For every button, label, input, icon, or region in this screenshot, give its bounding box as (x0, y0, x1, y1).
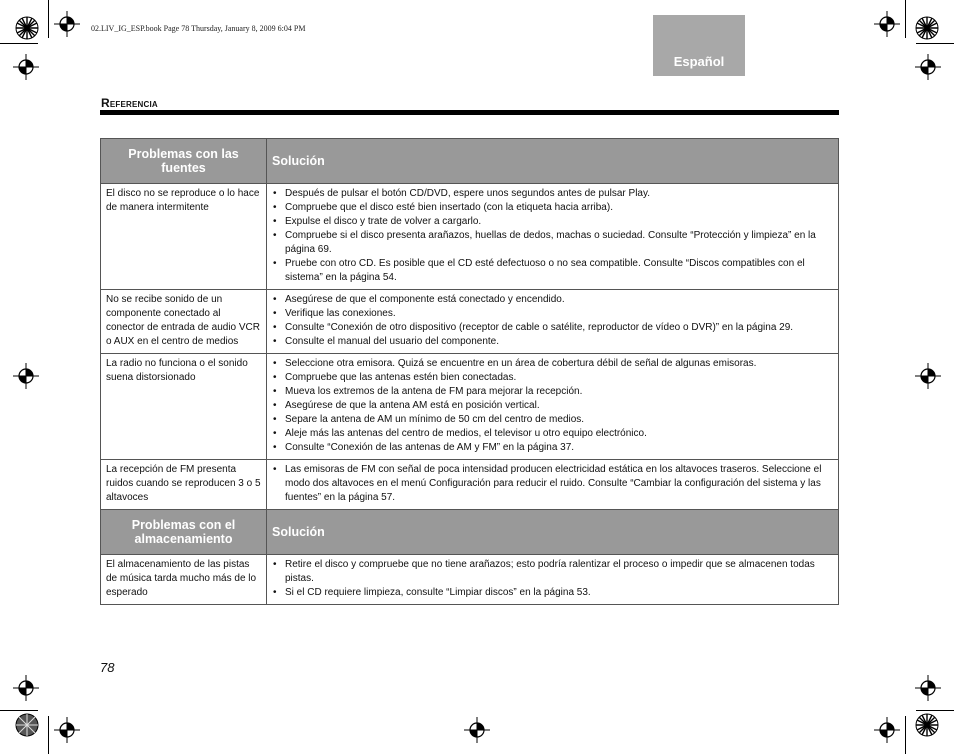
solution-cell (267, 354, 839, 460)
section-heading: Referencia (101, 96, 158, 110)
registration-mark-icon (54, 11, 80, 37)
registration-mark-icon (915, 54, 941, 80)
solution-cell (267, 184, 839, 290)
crop-line (916, 43, 954, 44)
color-bar-star-icon (915, 713, 939, 737)
crop-line (48, 0, 49, 38)
crop-line (0, 43, 38, 44)
solution-item: • Consulte “Conexión de otro dispositivo (receptor de cable o satélite, reproductor de vídeo o DVR)” en la página 29. (272, 321, 833, 335)
problem-cell: La recepción de FM presenta ruidos cuando se reproducen 3 o 5 altavoces (101, 460, 267, 510)
solution-item: • Aleje más las antenas del centro de medios, el televisor u otro equipo electrónico. (272, 427, 833, 441)
registration-mark-icon (464, 717, 490, 743)
crop-line (905, 716, 906, 754)
crop-line (905, 0, 906, 38)
table-header-row (101, 139, 839, 184)
solution-item: • Seleccione otra emisora. Quizá se encuentre en un área de cobertura débil de señal de algunas emisoras. (272, 357, 833, 371)
solution-item: • Retire el disco y compruebe que no tiene arañazos; esto podría ralentizar el proceso o impedir que se almacenen todas pistas. (272, 558, 833, 586)
problem-column-header: Problemas con el almacenamiento (101, 510, 267, 555)
solution-column-header: Solución (267, 139, 839, 184)
registration-mark-icon (874, 11, 900, 37)
solution-list (272, 357, 833, 455)
solution-list (272, 293, 833, 349)
solution-cell (267, 555, 839, 605)
solution-item: • Pruebe con otro CD. Es posible que el CD esté defectuoso o no sea compatible. Consulte “Discos compatibles con el sistema” en la página 54. (272, 257, 833, 285)
heading-rule (100, 110, 839, 115)
crop-line (48, 716, 49, 754)
problem-cell: La radio no funciona o el sonido suena distorsionado (101, 354, 267, 460)
solution-item: • Compruebe que las antenas estén bien conectadas. (272, 371, 833, 385)
table-row (101, 184, 839, 290)
registration-mark-icon (54, 717, 80, 743)
solution-list (272, 558, 833, 600)
registration-mark-icon (13, 363, 39, 389)
solution-item: • Consulte el manual del usuario del componente. (272, 335, 833, 349)
color-bar-star-icon (915, 16, 939, 40)
table-header-row (101, 510, 839, 555)
table-row (101, 354, 839, 460)
crop-line (916, 710, 954, 711)
solution-list (272, 187, 833, 285)
registration-mark-icon (13, 54, 39, 80)
solution-item: • Asegúrese de que el componente está conectado y encendido. (272, 293, 833, 307)
page-number: 78 (100, 660, 115, 675)
registration-mark-icon (13, 675, 39, 701)
color-bar-star-icon (15, 16, 39, 40)
crop-line (0, 710, 38, 711)
print-header: 02.LIV_IG_ESP.book Page 78 Thursday, January 8, 2009 6:04 PM (91, 24, 306, 33)
troubleshooting-table (100, 138, 839, 605)
color-bar-star-icon (15, 713, 39, 737)
problem-column-header: Problemas con las fuentes (101, 139, 267, 184)
table-row (101, 460, 839, 510)
solution-item: • Verifique las conexiones. (272, 307, 833, 321)
language-tab (653, 15, 745, 76)
solution-item: • Mueva los extremos de la antena de FM para mejorar la recepción. (272, 385, 833, 399)
language-tab-label: Español (673, 54, 725, 69)
solution-item: • Si el CD requiere limpieza, consulte “Limpiar discos” en la página 53. (272, 586, 833, 600)
solution-item: • Expulse el disco y trate de volver a cargarlo. (272, 215, 833, 229)
registration-mark-icon (915, 675, 941, 701)
solution-item: • Consulte “Conexión de las antenas de AM y FM” en la página 37. (272, 441, 833, 455)
solution-item: • Compruebe que el disco esté bien insertado (con la etiqueta hacia arriba). (272, 201, 833, 215)
solution-item: • Asegúrese de que la antena AM está en posición vertical. (272, 399, 833, 413)
solution-column-header: Solución (267, 510, 839, 555)
solution-list (272, 463, 833, 505)
solution-item: • Compruebe si el disco presenta arañazos, huellas de dedos, machas o suciedad. Consulte “Protección y limpieza” en la página 69. (272, 229, 833, 257)
solution-cell (267, 290, 839, 354)
problem-cell: El disco no se reproduce o lo hace de manera intermitente (101, 184, 267, 290)
problem-cell: No se recibe sonido de un componente conectado al conector de entrada de audio VCR o AUX en el centro de medios (101, 290, 267, 354)
solution-item: • Las emisoras de FM con señal de poca intensidad producen electricidad estática en los altavoces traseros. Seleccione el modo dos altavoces en el menú Configuración para reducir el ruido. Consulte “Cambiar la configuración del sistema y las fuentes” en la página 57. (272, 463, 833, 505)
table-row (101, 555, 839, 605)
registration-mark-icon (915, 363, 941, 389)
registration-mark-icon (874, 717, 900, 743)
problem-cell: El almacenamiento de las pistas de música tarda mucho más de lo esperado (101, 555, 267, 605)
solution-cell (267, 460, 839, 510)
solution-item: • Separe la antena de AM un mínimo de 50 cm del centro de medios. (272, 413, 833, 427)
table-row (101, 290, 839, 354)
solution-item: • Después de pulsar el botón CD/DVD, espere unos segundos antes de pulsar Play. (272, 187, 833, 201)
